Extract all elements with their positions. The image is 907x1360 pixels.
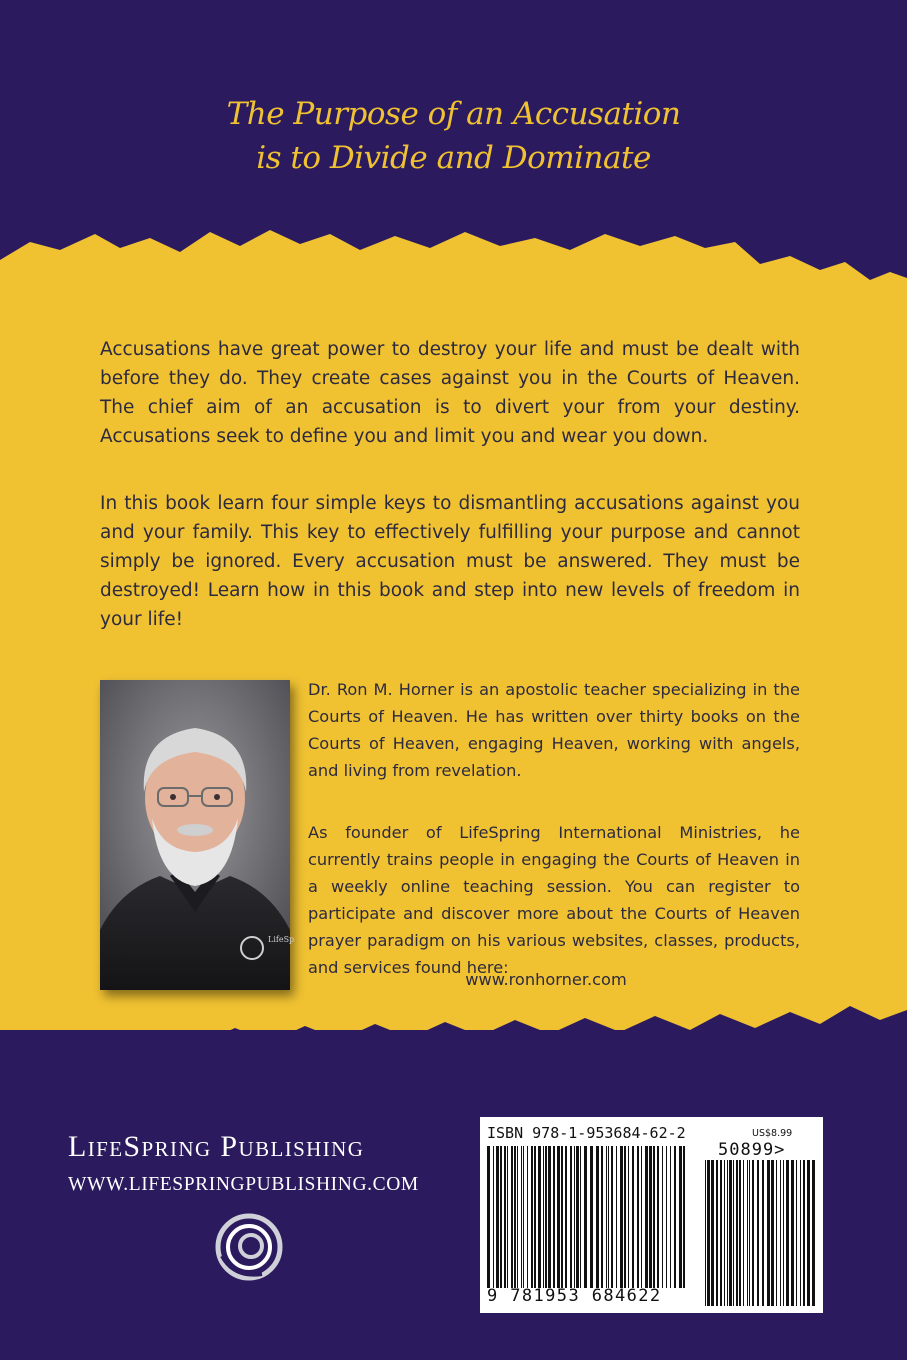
barcode-bar [679,1146,682,1288]
barcode-bar [531,1146,533,1288]
barcode-bar [570,1146,572,1288]
barcode-bar [534,1146,536,1288]
barcode-bar [565,1146,567,1288]
barcode-bar [601,1146,603,1288]
barcode-bar [791,1160,794,1306]
barcode-bar [736,1160,738,1306]
barcode-bar [747,1160,748,1306]
author-photo [100,680,295,990]
price-barcode-bars [705,1160,816,1306]
barcode-bar [807,1160,810,1306]
barcode-bar [590,1146,593,1288]
barcode-bar [493,1146,494,1288]
barcode-bar [711,1160,714,1306]
barcode-bar [527,1146,528,1288]
barcode-bar [641,1146,642,1288]
barcode-bar [729,1160,732,1306]
barcode-bar [670,1146,671,1288]
svg-text:LifeSp: LifeSp [268,935,295,944]
barcode-bar [749,1160,750,1306]
barcode-bar [514,1146,516,1288]
barcode-bar [657,1146,659,1288]
barcode-bar [632,1146,634,1288]
barcode-bar [576,1146,579,1288]
barcode-bar [553,1146,555,1288]
barcode-bar [803,1160,805,1306]
barcode-bar [637,1146,639,1288]
barcode-bar [620,1146,623,1288]
tagline-line-2: is to Divide and Dominate [256,140,651,176]
cover-tagline [0,92,907,180]
barcode-bar [752,1160,754,1306]
barcode-bar [543,1146,544,1288]
author-website-link[interactable]: www.ronhorner.com [465,970,627,989]
barcode-bar [608,1146,609,1288]
barcode-bar [624,1146,626,1288]
barcode-bar [545,1146,547,1288]
barcode-bar [674,1146,676,1288]
barcode-bar [786,1160,789,1306]
barcode-bar [727,1160,728,1306]
barcode-bar [796,1160,797,1306]
barcode-bar [628,1146,629,1288]
author-portrait-icon [100,680,295,990]
barcode-bar [776,1160,777,1306]
barcode-bar [500,1146,502,1288]
barcode-bar [517,1146,518,1288]
barcode-bar [596,1146,599,1288]
barcode-bar [662,1146,663,1288]
barcode-bar [780,1160,781,1306]
barcode-bar [496,1146,499,1288]
barcode-bar [548,1146,551,1288]
blurb-paragraph-2: In this book learn four simple keys to dismantling accusations against you and your family. This key to effectively fulfilling your purpose and cannot simply be ignored. Every accusation must be answered. They must be destroyed! Learn how in this book and step into new levels of freedom in your life! [100,493,800,630]
barcode-bar [783,1160,784,1306]
barcode-bar [523,1146,524,1288]
barcode-bar [580,1146,581,1288]
tagline-line-1: The Purpose of an Accusation [226,96,681,132]
barcode-bar [666,1146,667,1288]
barcode-bar [707,1160,710,1306]
barcode-bar [521,1146,522,1288]
barcode-bar [724,1160,725,1306]
author-bio-paragraph-2: As founder of LifeSpring International Ministries, he currently trains people in engaging the Courts of Heaven in a weekly online teaching session. You can register to participate and discover more about the Courts of Heaven prayer paradigm on his various websites, classes, products, and services found here: [308,823,800,977]
barcode-bar [574,1146,575,1288]
barcode-bar [716,1160,718,1306]
barcode-bar [720,1160,722,1306]
barcode-bar [683,1146,685,1288]
isbn-label: ISBN 978-1-953684-62-2 [487,1124,686,1142]
publisher-name-text: LifeSpring Publishing [68,1130,365,1163]
barcode-bar [538,1146,541,1288]
publisher-name [68,1130,428,1164]
barcode-bar [606,1146,607,1288]
ean-digits: 9 781953 684622 [487,1286,662,1306]
barcode-bar [812,1160,815,1306]
barcode-bar [767,1160,770,1306]
barcode-bar [561,1146,563,1288]
barcode-bar [743,1160,744,1306]
barcode-bar [616,1146,617,1288]
barcode-bar [645,1146,648,1288]
barcode-addon-digits: 50899> [718,1140,786,1160]
barcode-bar [757,1160,759,1306]
barcode-bar [762,1160,764,1306]
barcode-bar [653,1146,655,1288]
publisher-website-link[interactable]: WWW.LIFESPRINGPUBLISHING.COM [68,1174,419,1195]
barcode-bar [739,1160,741,1306]
barcode-bar [584,1146,587,1288]
barcode-bar [611,1146,613,1288]
barcode-bar [771,1160,774,1306]
author-bio-paragraph-1: Dr. Ron M. Horner is an apostolic teacher specializing in the Courts of Heaven. He has written over thirty books on the Courts of Heaven, engaging Heaven, working with angels, and living from revelation. [308,680,800,780]
blurb-paragraph-1: Accusations have great power to destroy your life and must be dealt with before they do. They create cases against you in the Courts of Heaven. The chief aim of an accusation is to divert your from your destiny. Accusations seek to define you and limit you and wear you down. [100,339,800,447]
barcode-bar [705,1160,706,1306]
spiral-logo-icon [214,1212,284,1282]
barcode-bar [487,1146,490,1288]
isbn-barcode-bars [487,1146,686,1288]
barcode-bar [649,1146,652,1288]
barcode-bar [733,1160,734,1306]
barcode-bar [511,1146,513,1288]
price-label: US$8.99 [752,1128,793,1139]
barcode-bar [800,1160,801,1306]
barcode-bar [504,1146,506,1288]
barcode-bar [507,1146,508,1288]
barcode-bar [557,1146,560,1288]
